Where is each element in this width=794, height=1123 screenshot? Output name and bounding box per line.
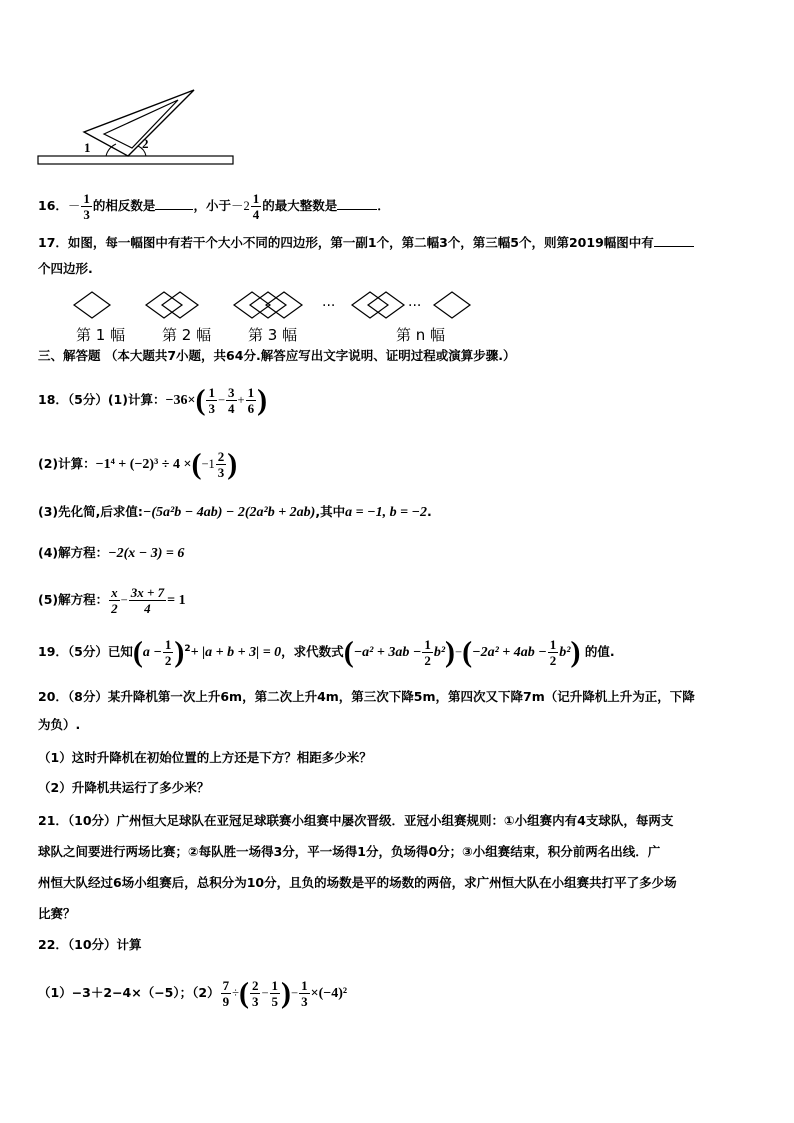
question-21-line3: 州恒大队经过6场小组赛后，总积分为10分，且负的场数是平的场数的两倍，求广州恒大队在小组赛共打平了多少场 xyxy=(38,875,677,890)
question-17-line2: 个四边形. xyxy=(38,261,93,276)
question-20-sub2: （2）升降机共运行了多少米？ xyxy=(38,780,210,795)
question-21-line1: 21．（10分）广州恒大足球队在亚冠足球联赛小组赛中屡次晋级．亚冠小组赛规则：①小组赛内有4支球队，每两支 xyxy=(38,813,674,828)
angle-2-label: 2 xyxy=(142,136,149,151)
question-22-title: 22．（10分）计算 xyxy=(38,937,142,952)
triangle-ruler-figure xyxy=(36,86,236,168)
question-20-line1: 20．（8分）某升降机第一次上升6m，第二次上升4m，第三次下降5m，第四次又下降7m（记升降机上升为正，下降 xyxy=(38,689,695,704)
question-20-line2: 为负）. xyxy=(38,717,81,732)
question-18-part5: (5)解方程： $\frac{x}{2}$ − $\frac{3x + 7}{4}$ = 1 xyxy=(38,585,186,616)
question-21-line2: 球队之间要进行两场比赛；②每队胜一场得3分，平一场得1分，负场得0分；③小组赛结束，积分前两名出线．广 xyxy=(38,844,661,859)
question-19: 19．（5分）已知(a − $\frac{1}{2}$ )$^2$+ |a + b + 3| = 0，求代数式(−a² + 3ab − $\frac{1}{2}$ b²)−(−2a² + 4ab − $\frac{1}{2}$ b²) 的值. xyxy=(38,635,615,669)
ellipsis-2: ··· xyxy=(408,298,422,314)
question-18-part3: (3)先化简,后求值:−(5a²b − 4ab) − 2(2a²b + 2ab),其中a = −1, b = −2. xyxy=(38,504,432,520)
question-21-line4: 比赛？ xyxy=(38,906,76,921)
question-18-part4: (4)解方程：−2(x − 3) = 6 xyxy=(38,545,185,561)
question-18-part2: (2)计算：−1⁴ + (−2)³ ÷ 4 ×(−1 $\frac{2}{3}$ ) xyxy=(38,447,238,481)
question-20-sub1: （1）这时升降机在初始位置的上方还是下方？相距多少米？ xyxy=(38,750,372,765)
question-17-line1: 17．如图，每一幅图中有若干个大小不同的四边形，第一副1个，第二幅3个，第三幅5个，则第2019幅图中有 xyxy=(38,233,694,253)
angle-1-label: 1 xyxy=(84,140,91,155)
caption-1: 第 1 幅 xyxy=(76,326,126,344)
caption-3: 第 3 幅 xyxy=(248,326,298,344)
question-16: 16．－ $\frac{1}{3}$ 的相反数是 ，小于－2 $\frac{1}{4}$ 的最大整数是 ． xyxy=(38,191,390,222)
section-3-heading: 三、解答题 （本大题共7小题，共64分.解答应写出文字说明、证明过程或演算步骤.） xyxy=(38,348,516,363)
caption-2: 第 2 幅 xyxy=(162,326,212,344)
question-18-part1: 18．（5分）(1)计算：−36×( $\frac{1}{3}$ − $\frac{3}{4}$ + $\frac{1}{6}$ ) xyxy=(38,383,268,417)
caption-n: 第 n 幅 xyxy=(396,326,446,344)
rhombus-pattern-figure xyxy=(70,286,480,348)
question-22-expressions: （1）−3＋2−4×（−5）；（2） $\frac{7}{9}$ ÷( $\frac{2}{3}$ − $\frac{1}{5}$ )− $\frac{1}{3}$ ×(−4)² xyxy=(38,976,348,1010)
ellipsis-1: ··· xyxy=(322,298,336,314)
